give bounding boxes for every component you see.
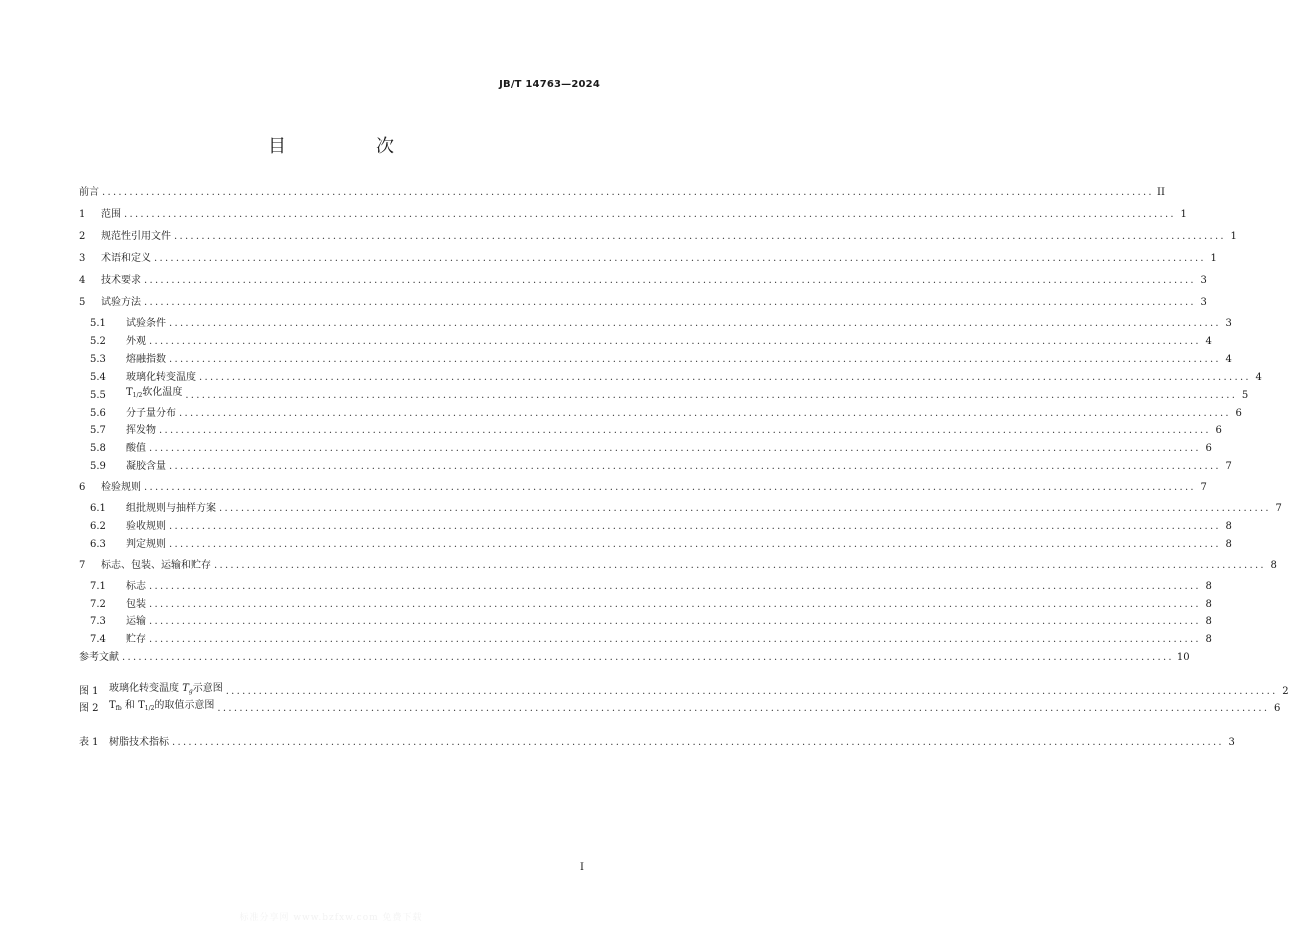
toc-num: 6.3 (90, 539, 106, 550)
toc-entry-5[interactable] (79, 295, 1207, 309)
toc-entry-5-3[interactable] (90, 352, 1232, 366)
toc-entry-5-1[interactable] (90, 316, 1232, 330)
toc-entry-2[interactable] (79, 229, 1237, 243)
leader-dots: ................................................................................................................................................................................................ (219, 503, 1271, 514)
toc-num: 5.5 (90, 390, 106, 401)
toc-page: 8 (1205, 599, 1212, 610)
toc-entry-5-6[interactable] (90, 406, 1242, 420)
leader-dots: ................................................................................................................................................................................................ (122, 652, 1174, 663)
leader-dots: ................................................................................................................................................................................................ (199, 372, 1251, 383)
toc-num: 1 (79, 209, 86, 220)
toc-page: 8 (1225, 521, 1232, 532)
toc-num: 7.1 (90, 581, 106, 592)
toc-page: 4 (1225, 354, 1232, 365)
toc-page: 4 (1255, 372, 1262, 383)
toc-label: 验收规则 (126, 521, 166, 532)
toc-num: 5.8 (90, 443, 106, 454)
toc-label: 判定规则 (126, 539, 166, 550)
toc-label: 范围 (101, 209, 121, 220)
toc-num: 5.7 (90, 425, 106, 436)
figure-num: 图 1 (79, 686, 99, 697)
leader-dots: ................................................................................................................................................................................................ (149, 634, 1201, 645)
toc-page: 8 (1205, 581, 1212, 592)
footer-watermark-text: 标准分享网 www.bzfxw.com 免费下载 (239, 913, 423, 923)
leader-dots: ................................................................................................................................................................................................ (149, 443, 1201, 454)
toc-page: 6 (1235, 408, 1242, 419)
toc-num: 7 (79, 560, 86, 571)
leader-dots: ................................................................................................................................................................................................ (154, 253, 1206, 264)
toc-entry-references[interactable] (79, 650, 1190, 664)
toc-label: 试验条件 (126, 318, 166, 329)
toc-num: 5 (79, 297, 86, 308)
figure-label: $T_{fb}$ 和 $T_{1/2}$的取值示意图 (109, 700, 215, 712)
toc-num: 5.6 (90, 408, 106, 419)
leader-dots: ................................................................................................................................................................................................ (149, 599, 1201, 610)
toc-label: 运输 (126, 616, 146, 627)
toc-entry-5-9[interactable] (90, 459, 1232, 473)
figure-label: 玻璃化转变温度 $T_g$示意图 (109, 683, 223, 695)
toc-page: 1 (1180, 209, 1187, 220)
toc-entry-7-3[interactable] (90, 614, 1212, 628)
toc-num: 6.1 (90, 503, 106, 514)
leader-dots: ................................................................................................................................................................................................ (159, 425, 1211, 436)
toc-entry-5-5[interactable] (90, 387, 1249, 402)
toc-num: 3 (79, 253, 86, 264)
toc-page: 3 (1200, 297, 1207, 308)
toc-num: 7.4 (90, 634, 106, 645)
leader-dots: ................................................................................................................................................................................................ (185, 390, 1238, 401)
toc-num: 5.1 (90, 318, 106, 329)
toc-label: 凝胶含量 (126, 461, 166, 472)
toc-num: 5.3 (90, 354, 106, 365)
toc-label: 规范性引用文件 (101, 231, 171, 242)
leader-dots: ................................................................................................................................................................................................ (149, 581, 1201, 592)
toc-label: 包装 (126, 599, 146, 610)
toc-label: $T_{1/2}$软化温度 (126, 387, 183, 399)
figure-entry-1[interactable] (79, 683, 1289, 698)
toc-entry-7-2[interactable] (90, 597, 1212, 611)
toc-page: 7 (1225, 461, 1232, 472)
toc-page: 1 (1210, 253, 1217, 264)
toc-entry-1[interactable] (79, 207, 1187, 221)
toc-entry-6-2[interactable] (90, 519, 1232, 533)
toc-label: 贮存 (126, 634, 146, 645)
toc-page: 1 (1230, 231, 1237, 242)
toc-label: 参考文献 (79, 652, 119, 663)
leader-dots: ................................................................................................................................................................................................ (149, 336, 1201, 347)
toc-num: 5.9 (90, 461, 106, 472)
toc-entry-6-1[interactable] (90, 501, 1282, 515)
toc-page: 7 (1200, 482, 1207, 493)
toc-label: 挥发物 (126, 425, 156, 436)
toc-page: 3 (1200, 275, 1207, 286)
toc-num: 6 (79, 482, 86, 493)
table-label: 树脂技术指标 (109, 737, 169, 748)
leader-dots: ................................................................................................................................................................................................ (144, 297, 1196, 308)
leader-dots: ................................................................................................................................................................................................ (144, 275, 1196, 286)
toc-label: 标志、包装、运输和贮存 (101, 560, 211, 571)
toc-label: 试验方法 (101, 297, 141, 308)
toc-entry-6[interactable] (79, 480, 1207, 494)
toc-page: 8 (1205, 616, 1212, 627)
toc-num: 2 (79, 231, 86, 242)
toc-label: 术语和定义 (101, 253, 151, 264)
toc-label: 组批规则与抽样方案 (126, 503, 216, 514)
toc-page: 4 (1205, 336, 1212, 347)
leader-dots: ................................................................................................................................................................................................ (214, 560, 1266, 571)
toc-page: 7 (1275, 503, 1282, 514)
toc-page: 6 (1205, 443, 1212, 454)
toc-page: 6 (1215, 425, 1222, 436)
toc-num: 4 (79, 275, 86, 286)
figure-entry-2[interactable] (79, 700, 1281, 715)
toc-page: 10 (1176, 652, 1190, 663)
leader-dots: ................................................................................................................................................................................................ (124, 209, 1176, 220)
toc-entry-3[interactable] (79, 251, 1217, 265)
toc-entry-7-1[interactable] (90, 579, 1212, 593)
figure-page: 6 (1273, 703, 1281, 714)
toc-page: 8 (1205, 634, 1212, 645)
table-entry-1[interactable] (79, 735, 1235, 749)
toc-page: II (1157, 187, 1165, 198)
figure-num: 图 2 (79, 703, 99, 714)
toc-label: 前言 (79, 187, 99, 198)
leader-dots: ................................................................................................................................................................................................ (169, 539, 1221, 550)
page-title: 目 次 (268, 136, 430, 157)
toc-entry-7-4[interactable] (90, 632, 1212, 646)
toc-page: 8 (1270, 560, 1277, 571)
leader-dots: ................................................................................................................................................................................................ (169, 318, 1221, 329)
toc-label: 分子量分布 (126, 408, 176, 419)
toc-entry-5-2[interactable] (90, 334, 1212, 348)
toc-label: 熔融指数 (126, 354, 166, 365)
toc-label: 检验规则 (101, 482, 141, 493)
toc-page: 3 (1225, 318, 1232, 329)
toc-entry-7[interactable] (79, 558, 1277, 572)
leader-dots: ................................................................................................................................................................................................ (169, 521, 1221, 532)
toc-entry-6-3[interactable] (90, 537, 1232, 551)
leader-dots: ................................................................................................................................................................................................ (174, 231, 1226, 242)
toc-num: 7.3 (90, 616, 106, 627)
leader-dots: ................................................................................................................................................................................................ (217, 703, 1270, 714)
toc-num: 5.2 (90, 336, 106, 347)
leader-dots: ................................................................................................................................................................................................ (225, 686, 1278, 697)
toc-num: 7.2 (90, 599, 106, 610)
toc-entry-foreword[interactable] (79, 185, 1165, 199)
table-page: 3 (1228, 737, 1235, 748)
leader-dots: ................................................................................................................................................................................................ (172, 737, 1224, 748)
toc-page: 8 (1225, 539, 1232, 550)
leader-dots: ................................................................................................................................................................................................ (149, 616, 1201, 627)
leader-dots: ................................................................................................................................................................................................ (169, 354, 1221, 365)
standard-code: JB/T 14763—2024 (499, 79, 600, 90)
toc-num: 5.4 (90, 372, 106, 383)
toc-page: 5 (1241, 390, 1249, 401)
toc-label: 技术要求 (101, 275, 141, 286)
toc-entry-4[interactable] (79, 273, 1207, 287)
leader-dots: ................................................................................................................................................................................................ (144, 482, 1196, 493)
figure-page: 2 (1282, 686, 1289, 697)
toc-entry-5-7[interactable] (90, 423, 1222, 437)
toc-label: 外观 (126, 336, 146, 347)
toc-label: 标志 (126, 581, 146, 592)
leader-dots: ................................................................................................................................................................................................ (179, 408, 1231, 419)
toc-label: 玻璃化转变温度 (126, 372, 196, 383)
page-number: I (580, 862, 584, 873)
leader-dots: ................................................................................................................................................................................................ (102, 187, 1154, 198)
toc-label: 酸值 (126, 443, 146, 454)
leader-dots: ................................................................................................................................................................................................ (169, 461, 1221, 472)
toc-entry-5-8[interactable] (90, 441, 1212, 455)
toc-entry-5-4[interactable] (90, 370, 1262, 384)
toc-num: 6.2 (90, 521, 106, 532)
table-num: 表 1 (79, 737, 99, 748)
